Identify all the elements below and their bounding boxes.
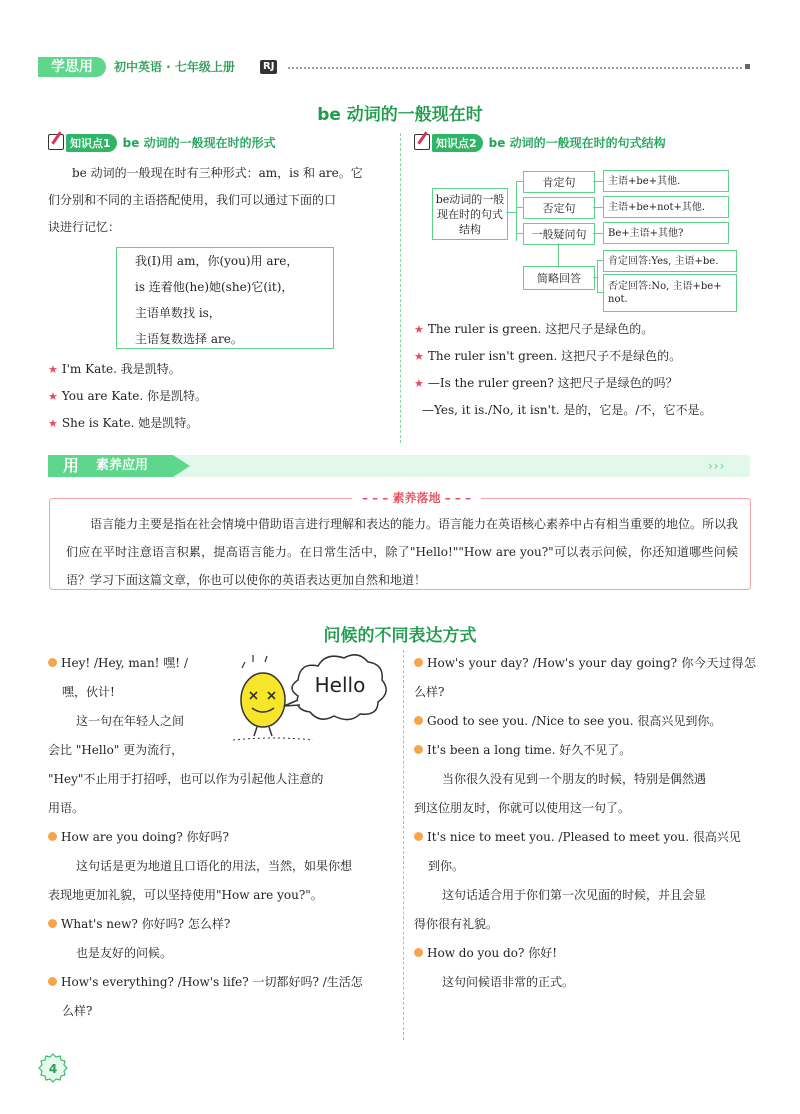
diagram-question-formula: Be+主语+其他? (603, 222, 729, 244)
diagram-affirmative: 肯定句 (523, 171, 595, 193)
greeting-line: 也是友好的问候。 (76, 946, 173, 960)
rhyme-line: is 连着他(he)她(she)它(it)， (135, 280, 294, 294)
greeting-line: 表现地更加礼貌，可以坚持使用"How are you?"。 (48, 888, 323, 902)
illustration-text: Hello (314, 673, 366, 697)
greeting-line: 这句话是更为地道且口语化的用法，当然，如果你想 (76, 859, 353, 873)
page-number: 4 (48, 1062, 58, 1076)
kp2-heading (414, 134, 666, 152)
hello-illustration (228, 648, 388, 748)
kp1-intro (48, 160, 388, 241)
greeting-line: 这句话适合用于你们第一次见面的时候，并且会显 (442, 888, 707, 902)
diagram-negative: 否定句 (523, 197, 595, 219)
rhyme-line: 主语复数选择 are。 (135, 332, 243, 346)
kp1-badge: 知识点1 (66, 134, 117, 152)
header-course: 初中英语 · 七年级上册 (114, 60, 235, 74)
greeting-line: 嘿，伙计! (62, 685, 115, 699)
bullet-dot-icon (48, 658, 57, 667)
kp2-title: be 动词的一般现在时的句式结构 (488, 136, 666, 150)
bullet-dot-icon (48, 977, 57, 986)
rhyme-line: 主语单数找 is， (135, 306, 221, 320)
diagram-affirmative-formula: 主语+be+其他. (603, 170, 729, 192)
smiley-face-icon (241, 655, 285, 736)
bullet-dot-icon (414, 716, 423, 725)
greeting-line: 到你。 (428, 859, 465, 873)
star-icon: ★ (48, 390, 58, 403)
diagram-root: be动词的一般现在时的句式结构 (432, 188, 508, 240)
greeting-line: How's your day? /How's your day going? 你今天过得怎么样? (414, 656, 756, 699)
kp1-intro-line: 诀进行记忆： (48, 220, 121, 234)
kp2-examples (414, 316, 764, 424)
pencil-note-icon (48, 134, 64, 150)
bullet-dot-icon (414, 658, 423, 667)
kp1-rhyme-box (116, 247, 334, 349)
greeting-line: "Hey"不止用于打招呼，也可以作为引起他人注意的 (48, 772, 324, 786)
greeting-line: 到这位朋友时，你就可以使用这一句了。 (414, 801, 631, 815)
greeting-line: It's been a long time. 好久不见了。 (414, 736, 756, 765)
star-icon: ★ (48, 363, 58, 376)
page-number-badge (37, 1052, 69, 1084)
star-icon: ★ (414, 323, 424, 336)
greeting-line: How's everything? /How's life? 一切都好吗? /生活怎 (48, 968, 388, 997)
literacy-text: 语言能力主要是指在社会情境中借助语言进行理解和表达的能力。语言能力在英语核心素养中占有相当重要的地位。所以我们应在平时注意语言积累，提高语言能力。在日常生活中，除了"Hello!""How are you?"可以表示问候，你还知道哪些问候语？学习下面这篇文章，你也可以使你的英语表达更加自然和地道！ (66, 517, 739, 587)
kp1-intro-line: be 动词的一般现在时有三种形式：am，is 和 are。它 (72, 166, 363, 180)
left-intro (48, 649, 238, 765)
structure-diagram (432, 162, 752, 314)
header-end-mark (745, 64, 750, 69)
greetings-title: 问候的不同表达方式 (323, 626, 477, 646)
kp1-heading (48, 134, 276, 152)
band-arrows-icon: ››› (708, 459, 726, 473)
greeting-line: It's nice to meet you. /Pleased to meet you. 很高兴见 (414, 823, 756, 852)
example-answer: —Yes, it is./No, it isn't. 是的，它是。/不，它不是。 (422, 403, 712, 417)
header-divider (288, 67, 742, 69)
section-title: be 动词的一般现在时 (317, 105, 483, 125)
greeting-line: 会比 "Hello" 更为流行， (48, 743, 184, 757)
diagram-short-yes: 肯定回答:Yes, 主语+be. (603, 250, 737, 272)
bullet-dot-icon (48, 919, 57, 928)
greeting-line: 么样? (62, 1004, 93, 1018)
greeting-line: 当你很久没有见到一个朋友的时候，特别是偶然遇 (442, 772, 707, 786)
header-edition-badge: RJ (260, 60, 277, 74)
greeting-line: What's new? 你好吗? 怎么样? (48, 910, 388, 939)
example-item: ★ The ruler isn't green. 这把尺子不是绿色的。 (414, 349, 682, 363)
greeting-line: 这句问候语非常的正式。 (442, 975, 575, 989)
star-icon: ★ (414, 377, 424, 390)
left-body (48, 765, 388, 1026)
diagram-short-answer: 简略回答 (523, 266, 595, 290)
greeting-line: Good to see you. /Nice to see you. 很高兴见到你。 (414, 707, 756, 736)
diagram-negative-formula: 主语+be+not+其他. (603, 196, 729, 218)
rhyme-line: 我(I)用 am，你(you)用 are， (135, 254, 299, 268)
diagram-question: 一般疑问句 (523, 223, 595, 245)
column-divider (400, 133, 401, 443)
kp1-intro-line: 们分别和不同的主语搭配使用，我们可以通过下面的口 (48, 193, 337, 207)
star-icon: ★ (48, 417, 58, 430)
bullet-dot-icon (414, 948, 423, 957)
kp1-examples (48, 356, 388, 437)
greeting-line: How are you doing? 你好吗? (48, 823, 388, 852)
example-item: ★ I'm Kate. 我是凯特。 (48, 362, 181, 376)
bullet-dot-icon (414, 832, 423, 841)
kp1-title: be 动词的一般现在时的形式 (122, 136, 276, 150)
greeting-line: 用语。 (48, 801, 85, 815)
diagram-short-no: 否定回答:No, 主语+be+ not. (603, 274, 737, 312)
example-item: ★ —Is the ruler green? 这把尺子是绿色的吗？ (414, 376, 678, 390)
example-item: ★ The ruler is green. 这把尺子是绿色的。 (414, 322, 654, 336)
example-item: ★ She is Kate. 她是凯特。 (48, 416, 199, 430)
greeting-line: How do you do? 你好! (414, 939, 756, 968)
pencil-note-icon (414, 134, 430, 150)
example-item: ★ You are Kate. 你是凯特。 (48, 389, 208, 403)
star-icon: ★ (414, 350, 424, 363)
greeting-line: Hey! /Hey, man! 嘿! / (48, 649, 238, 678)
bullet-dot-icon (414, 745, 423, 754)
greeting-line: 这一句在年轻人之间 (76, 714, 185, 728)
kp2-badge: 知识点2 (432, 134, 483, 152)
literacy-title: – – – 素养落地 – – – (352, 489, 481, 507)
band-char: 用 (62, 456, 79, 475)
right-body (414, 649, 756, 997)
header-tag: 学思用 (38, 57, 106, 77)
bullet-dot-icon (48, 832, 57, 841)
column-divider (403, 650, 404, 1040)
greeting-line: 得你很有礼貌。 (414, 917, 499, 931)
band-label: 素养应用 (96, 458, 149, 473)
